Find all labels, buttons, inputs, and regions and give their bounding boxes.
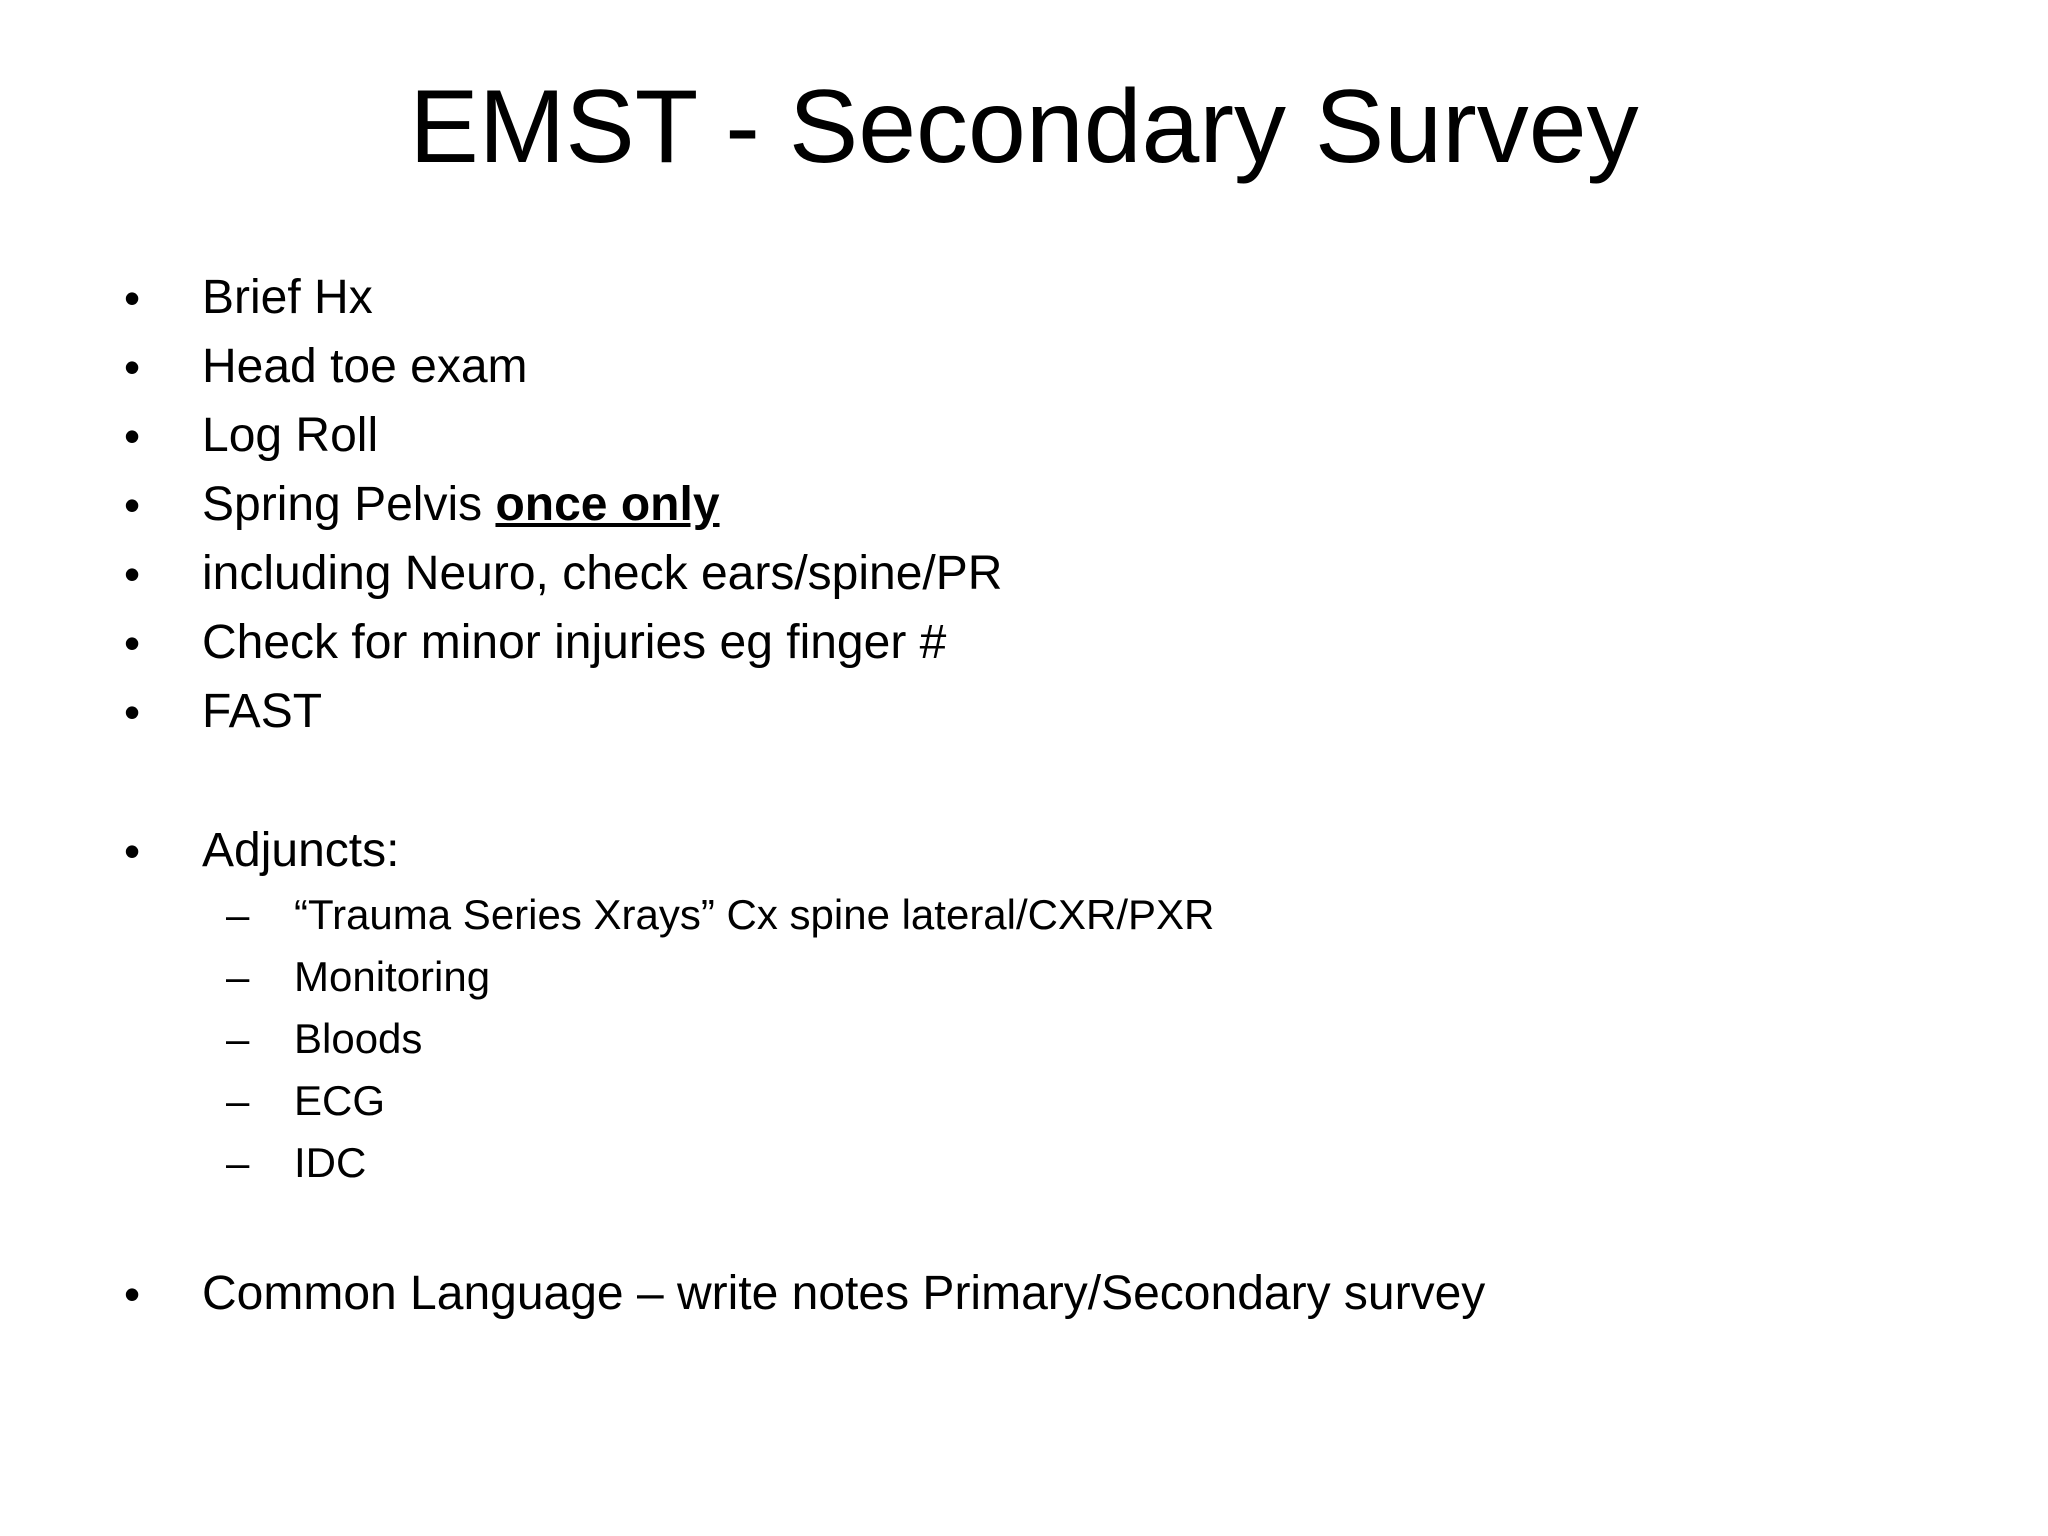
bullet-icon: • xyxy=(124,272,141,324)
sub-item-text: Bloods xyxy=(294,1015,423,1062)
bullet-text: Head toe exam xyxy=(202,340,528,393)
bullet-icon: • xyxy=(124,548,141,600)
bullet-icon: • xyxy=(124,479,141,531)
bullet-text: including Neuro, check ears/spine/PR xyxy=(202,547,1003,600)
dash-icon: – xyxy=(226,1139,250,1186)
bullet-text: Common Language – write notes Primary/Secondary survey xyxy=(202,1267,1486,1320)
dash-icon: – xyxy=(226,891,250,938)
bullet-icon: • xyxy=(124,686,141,738)
sub-item-text: Monitoring xyxy=(294,953,491,1000)
slide-title: EMST - Secondary Survey xyxy=(409,69,1639,185)
dash-icon: – xyxy=(226,1077,250,1124)
bullet-text: Brief Hx xyxy=(202,271,373,324)
bullet-icon: • xyxy=(124,1268,141,1320)
dash-icon: – xyxy=(226,1015,250,1062)
bullet-icon: • xyxy=(124,410,141,462)
sub-item-text: IDC xyxy=(294,1139,367,1186)
bullet-icon: • xyxy=(124,341,141,393)
adjuncts-label: Adjuncts: xyxy=(202,824,400,877)
emphasis-text: once only xyxy=(495,478,720,531)
bullet-plain-text: Spring Pelvis xyxy=(202,478,496,531)
bullet-text xyxy=(202,475,720,535)
bullet-icon: • xyxy=(124,617,141,669)
sub-item-text: “Trauma Series Xrays” Cx spine lateral/CXR/PXR xyxy=(294,891,1215,938)
sub-item-text: ECG xyxy=(294,1077,386,1124)
bullet-icon: • xyxy=(124,825,141,877)
bullet-text: FAST xyxy=(202,685,323,738)
dash-icon: – xyxy=(226,953,250,1000)
bullet-text: Log Roll xyxy=(202,409,379,462)
bullet-text: Check for minor injuries eg finger # xyxy=(202,616,947,669)
